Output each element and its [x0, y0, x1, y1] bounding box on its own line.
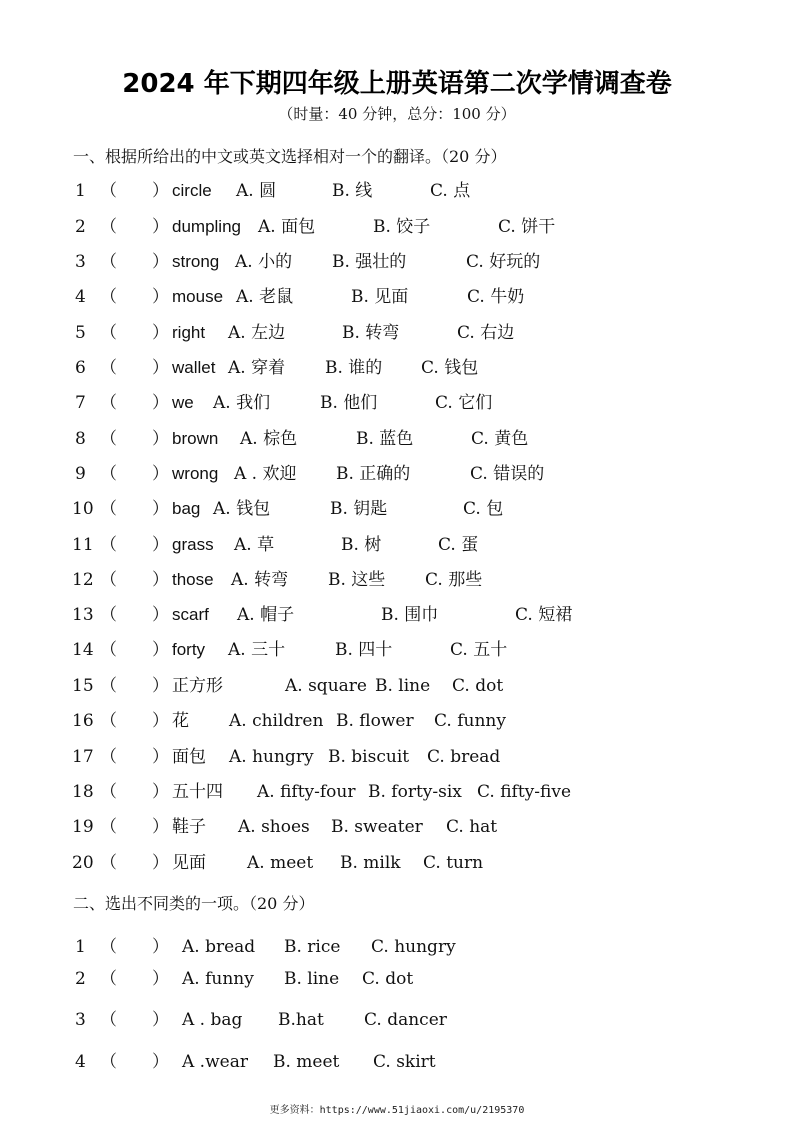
answer-blank-close: ） — [152, 570, 169, 590]
question-number: 5 — [75, 323, 86, 343]
question-row — [0, 214, 794, 240]
option-b: B.hat — [278, 1010, 324, 1030]
question-number: 4 — [75, 1052, 86, 1072]
option-b: B. 他们 — [320, 393, 378, 413]
answer-blank-close: ） — [152, 711, 169, 731]
option-c: C. 饼干 — [498, 217, 556, 237]
question-word: forty — [172, 640, 206, 659]
answer-blank-close: ） — [152, 181, 169, 201]
answer-blank-open: （ — [100, 217, 117, 237]
answer-blank-open: （ — [100, 747, 117, 767]
question-word: 正方形 — [172, 676, 223, 696]
answer-blank-open: （ — [100, 181, 117, 201]
question-number: 4 — [75, 287, 86, 307]
answer-blank-open: （ — [100, 676, 117, 696]
option-a: A. 穿着 — [228, 358, 286, 378]
question-row — [0, 637, 794, 663]
question-row — [0, 934, 794, 960]
option-b: B. 见面 — [351, 287, 409, 307]
option-b: B. 树 — [341, 535, 382, 555]
question-word: bag — [172, 499, 201, 518]
option-b: B. milk — [340, 853, 401, 873]
option-c: C. 点 — [430, 181, 471, 201]
option-a: A. 小的 — [235, 252, 293, 272]
question-number: 3 — [75, 1010, 86, 1030]
question-number: 9 — [75, 464, 86, 484]
option-b: B. flower — [336, 711, 414, 731]
option-b: B. 钥匙 — [330, 499, 388, 519]
question-row — [0, 355, 794, 381]
question-row — [0, 390, 794, 416]
question-row — [0, 532, 794, 558]
option-b: B. 蓝色 — [356, 429, 414, 449]
question-word: dumpling — [172, 217, 241, 236]
option-a: A. hungry — [229, 747, 314, 767]
option-c: C. dot — [452, 676, 504, 696]
question-row — [0, 779, 794, 805]
option-a: A. 圆 — [236, 181, 277, 201]
option-a: A. 面包 — [258, 217, 316, 237]
option-a: A .wear — [182, 1052, 248, 1072]
option-c: C. funny — [434, 711, 506, 731]
answer-blank-close: ） — [152, 535, 169, 555]
option-a: A. 草 — [234, 535, 275, 555]
exam-info: （时量：40 分钟，总分：100 分） — [278, 105, 516, 123]
section1-header: 一、根据所给出的中文或英文选择相对一个的翻译。（20 分） — [73, 147, 507, 166]
question-number: 20 — [72, 853, 94, 873]
option-b: B. 正确的 — [336, 464, 411, 484]
answer-blank-close: ） — [152, 393, 169, 413]
answer-blank-close: ） — [152, 937, 169, 957]
question-number: 16 — [72, 711, 94, 731]
answer-blank-open: （ — [100, 464, 117, 484]
answer-blank-close: ） — [152, 429, 169, 449]
answer-blank-open: （ — [100, 853, 117, 873]
question-row — [0, 496, 794, 522]
question-number: 2 — [75, 217, 86, 237]
question-word: wrong — [172, 464, 219, 483]
answer-blank-close: ） — [152, 358, 169, 378]
question-row — [0, 708, 794, 734]
question-row — [0, 461, 794, 487]
question-row — [0, 567, 794, 593]
answer-blank-close: ） — [152, 605, 169, 625]
question-word: circle — [172, 181, 212, 200]
option-b: B. biscuit — [328, 747, 410, 767]
option-c: C. dot — [362, 969, 414, 989]
option-b: B. 四十 — [335, 640, 393, 660]
option-c: C. fifty-five — [477, 782, 572, 802]
answer-blank-close: ） — [152, 676, 169, 696]
option-a: A. meet — [247, 853, 314, 873]
answer-blank-close: ） — [152, 747, 169, 767]
option-a: A. 我们 — [213, 393, 271, 413]
question-row — [0, 1007, 794, 1033]
answer-blank-open: （ — [100, 535, 117, 555]
option-a: A. shoes — [238, 817, 310, 837]
answer-blank-open: （ — [100, 605, 117, 625]
answer-blank-open: （ — [100, 323, 117, 343]
question-number: 6 — [75, 358, 86, 378]
question-number: 2 — [75, 969, 86, 989]
option-b: B. 强壮的 — [332, 252, 407, 272]
option-b: B. line — [284, 969, 340, 989]
question-number: 14 — [72, 640, 94, 660]
question-number: 19 — [72, 817, 94, 837]
question-word: 鞋子 — [172, 817, 206, 837]
answer-blank-close: ） — [152, 1010, 169, 1030]
option-b: B. 这些 — [328, 570, 386, 590]
answer-blank-open: （ — [100, 640, 117, 660]
question-number: 1 — [75, 937, 86, 957]
option-a: A. 左边 — [228, 323, 286, 343]
question-row — [0, 602, 794, 628]
option-c: C. dancer — [364, 1010, 447, 1030]
question-word: 面包 — [172, 747, 206, 767]
option-b: B. forty-six — [368, 782, 462, 802]
option-a: A. bread — [182, 937, 256, 957]
option-c: C. 好玩的 — [466, 252, 541, 272]
question-word: 花 — [172, 711, 189, 731]
question-row — [0, 426, 794, 452]
option-c: C. skirt — [373, 1052, 436, 1072]
question-number: 17 — [72, 747, 94, 767]
answer-blank-close: ） — [152, 640, 169, 660]
option-a: A. funny — [182, 969, 254, 989]
question-number: 13 — [72, 605, 94, 625]
answer-blank-close: ） — [152, 287, 169, 307]
option-c: C. 蛋 — [438, 535, 479, 555]
answer-blank-open: （ — [100, 287, 117, 307]
option-c: C. 短裙 — [515, 605, 573, 625]
option-c: C. hat — [446, 817, 498, 837]
option-c: C. hungry — [371, 937, 456, 957]
question-number: 7 — [75, 393, 86, 413]
option-b: B. meet — [273, 1052, 340, 1072]
option-b: B. 线 — [332, 181, 373, 201]
question-number: 8 — [75, 429, 86, 449]
option-b: B. 围巾 — [381, 605, 439, 625]
question-number: 10 — [72, 499, 94, 519]
answer-blank-open: （ — [100, 499, 117, 519]
question-word: 五十四 — [172, 782, 223, 802]
option-b: B. line — [375, 676, 431, 696]
question-row — [0, 744, 794, 770]
question-row — [0, 850, 794, 876]
option-a: A . 欢迎 — [234, 464, 297, 484]
answer-blank-open: （ — [100, 969, 117, 989]
question-word: 见面 — [172, 853, 206, 873]
option-c: C. 错误的 — [470, 464, 545, 484]
answer-blank-open: （ — [100, 570, 117, 590]
answer-blank-close: ） — [152, 782, 169, 802]
footer-link[interactable]: 更多资料：https://www.51jiaoxi.com/u/2195370 — [269, 1105, 525, 1116]
answer-blank-open: （ — [100, 252, 117, 272]
answer-blank-close: ） — [152, 1052, 169, 1072]
question-number: 3 — [75, 252, 86, 272]
question-word: those — [172, 570, 214, 589]
section2-header: 二、选出不同类的一项。（20 分） — [73, 894, 315, 913]
option-a: A. 钱包 — [213, 499, 271, 519]
question-word: wallet — [172, 358, 216, 377]
option-a: A. 三十 — [228, 640, 286, 660]
answer-blank-open: （ — [100, 358, 117, 378]
question-number: 18 — [72, 782, 94, 802]
question-number: 11 — [72, 535, 94, 555]
question-row — [0, 814, 794, 840]
option-c: C. 包 — [463, 499, 504, 519]
answer-blank-close: ） — [152, 853, 169, 873]
option-b: B. 饺子 — [373, 217, 431, 237]
option-b: B. 谁的 — [325, 358, 383, 378]
question-row — [0, 673, 794, 699]
option-c: C. bread — [427, 747, 501, 767]
option-b: B. 转弯 — [342, 323, 400, 343]
question-row — [0, 1049, 794, 1075]
option-b: B. sweater — [331, 817, 423, 837]
option-a: A. 转弯 — [231, 570, 289, 590]
answer-blank-open: （ — [100, 782, 117, 802]
option-a: A. square — [285, 676, 367, 696]
option-c: C. 那些 — [425, 570, 483, 590]
answer-blank-close: ） — [152, 499, 169, 519]
answer-blank-close: ） — [152, 464, 169, 484]
question-row — [0, 320, 794, 346]
option-c: C. 牛奶 — [467, 287, 525, 307]
answer-blank-close: ） — [152, 817, 169, 837]
question-row — [0, 249, 794, 275]
answer-blank-close: ） — [152, 969, 169, 989]
answer-blank-open: （ — [100, 711, 117, 731]
answer-blank-open: （ — [100, 429, 117, 449]
question-row — [0, 966, 794, 992]
option-c: C. 钱包 — [421, 358, 479, 378]
option-a: A. 帽子 — [237, 605, 295, 625]
answer-blank-open: （ — [100, 393, 117, 413]
option-a: A. 棕色 — [240, 429, 298, 449]
option-c: C. 它们 — [435, 393, 493, 413]
answer-blank-open: （ — [100, 1052, 117, 1072]
answer-blank-open: （ — [100, 1010, 117, 1030]
option-a: A. fifty-four — [257, 782, 356, 802]
answer-blank-open: （ — [100, 937, 117, 957]
question-number: 1 — [75, 181, 86, 201]
option-c: C. 黄色 — [471, 429, 529, 449]
question-word: mouse — [172, 287, 224, 306]
option-c: C. turn — [423, 853, 484, 873]
option-a: A. 老鼠 — [236, 287, 294, 307]
answer-blank-close: ） — [152, 217, 169, 237]
answer-blank-close: ） — [152, 323, 169, 343]
question-word: scarf — [172, 605, 209, 624]
question-word: right — [172, 323, 206, 342]
option-b: B. rice — [284, 937, 341, 957]
option-a: A . bag — [182, 1010, 243, 1030]
question-number: 15 — [72, 676, 94, 696]
question-word: we — [172, 393, 194, 412]
question-number: 12 — [72, 570, 94, 590]
question-word: brown — [172, 429, 219, 448]
page-title: 2024 年下期四年级上册英语第二次学情调查卷 — [122, 69, 672, 99]
answer-blank-close: ） — [152, 252, 169, 272]
answer-blank-open: （ — [100, 817, 117, 837]
question-word: grass — [172, 535, 214, 554]
question-row — [0, 284, 794, 310]
option-c: C. 右边 — [457, 323, 515, 343]
option-a: A. children — [229, 711, 324, 731]
option-c: C. 五十 — [450, 640, 508, 660]
question-row — [0, 178, 794, 204]
question-word: strong — [172, 252, 220, 271]
